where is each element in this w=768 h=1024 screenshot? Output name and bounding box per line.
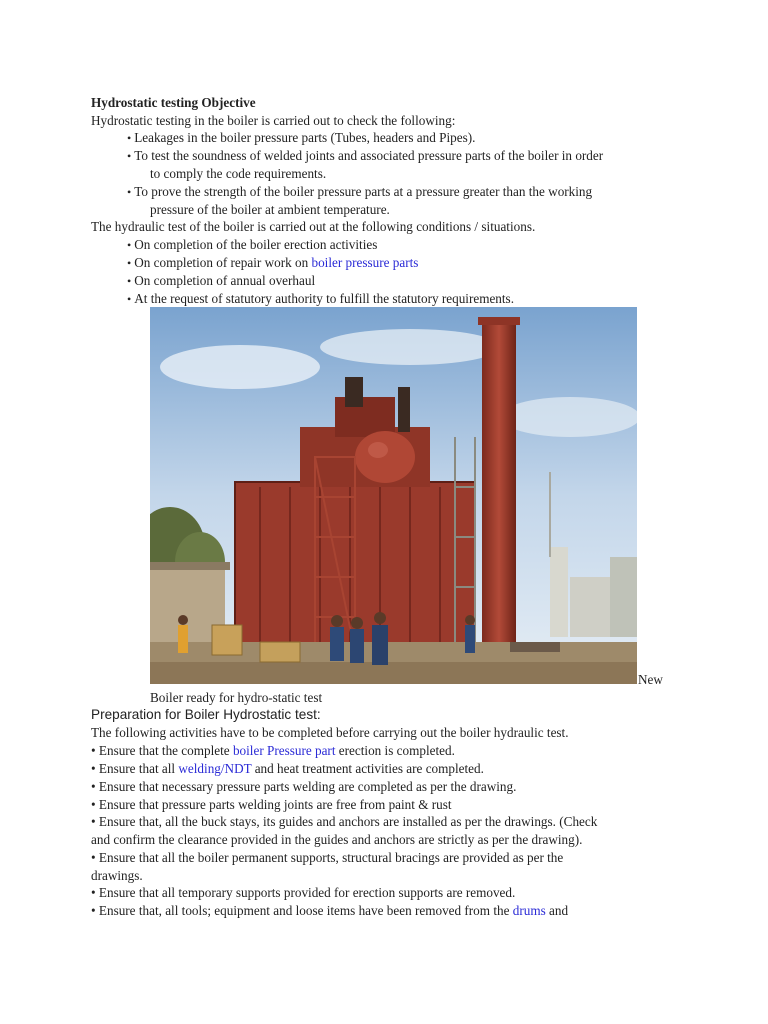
intro-paragraph: Hydrostatic testing in the boiler is carried out to check the following: (91, 113, 456, 128)
objective-item: • To test the soundness of welded joints and associated pressure parts of the boiler in order (127, 147, 603, 166)
condition-item: • On completion of the boiler erection activities (127, 236, 377, 255)
objective-item: • Leakages in the boiler pressure parts (Tubes, headers and Pipes). (127, 129, 475, 148)
objective-item: • To prove the strength of the boiler pressure parts at a pressure greater than the working (127, 183, 592, 202)
boiler-pressure-part-link[interactable]: boiler Pressure part (232, 743, 336, 758)
page-title: Hydrostatic testing Objective (91, 95, 256, 110)
objective-item-continuation: pressure of the boiler at ambient temperature. (150, 202, 390, 217)
boiler-photo (150, 307, 637, 684)
prep-item-continuation: drawings. (91, 868, 143, 883)
prep-item: • Ensure that all welding/NDT and heat treatment activities are completed. (91, 761, 484, 776)
objective-item-continuation: to comply the code requirements. (150, 166, 327, 181)
prep-item: • Ensure that all the boiler permanent supports, structural bracings are provided as per the (91, 850, 564, 865)
condition-item: • On completion of repair work on boiler pressure parts (127, 254, 418, 273)
section-heading: Preparation for Boiler Hydrostatic test: (91, 707, 321, 722)
conditions-intro: The hydraulic test of the boiler is carried out at the following conditions / situations. (91, 219, 536, 234)
condition-item: • On completion of annual overhaul (127, 272, 315, 291)
welding-ndt-link[interactable]: welding/NDT (178, 761, 252, 776)
drums-link[interactable]: drums (512, 903, 546, 918)
photo-caption: New (638, 672, 663, 687)
photo-caption-continuation: Boiler ready for hydro-static test (150, 690, 323, 705)
boiler-pressure-parts-link[interactable]: boiler pressure parts (311, 255, 419, 270)
prep-item-continuation: and confirm the clearance provided in the guides and anchors are strictly as per the drawing). (91, 832, 583, 847)
prep-item: • Ensure that, all the buck stays, its guides and anchors are installed as per the drawings. (Check (91, 814, 598, 829)
prep-item: • Ensure that, all tools; equipment and loose items have been removed from the drums and (91, 903, 569, 918)
prep-item: • Ensure that necessary pressure parts welding are completed as per the drawing. (91, 779, 517, 794)
prep-item: • Ensure that pressure parts welding joints are free from paint & rust (91, 797, 452, 812)
prep-item: • Ensure that all temporary supports provided for erection supports are removed. (91, 885, 516, 900)
section-intro: The following activities have to be completed before carrying out the boiler hydraulic test. (91, 725, 569, 740)
prep-item: • Ensure that the complete boiler Pressure part erection is completed. (91, 743, 455, 758)
condition-item: • At the request of statutory authority to fulfill the statutory requirements. (127, 290, 514, 309)
